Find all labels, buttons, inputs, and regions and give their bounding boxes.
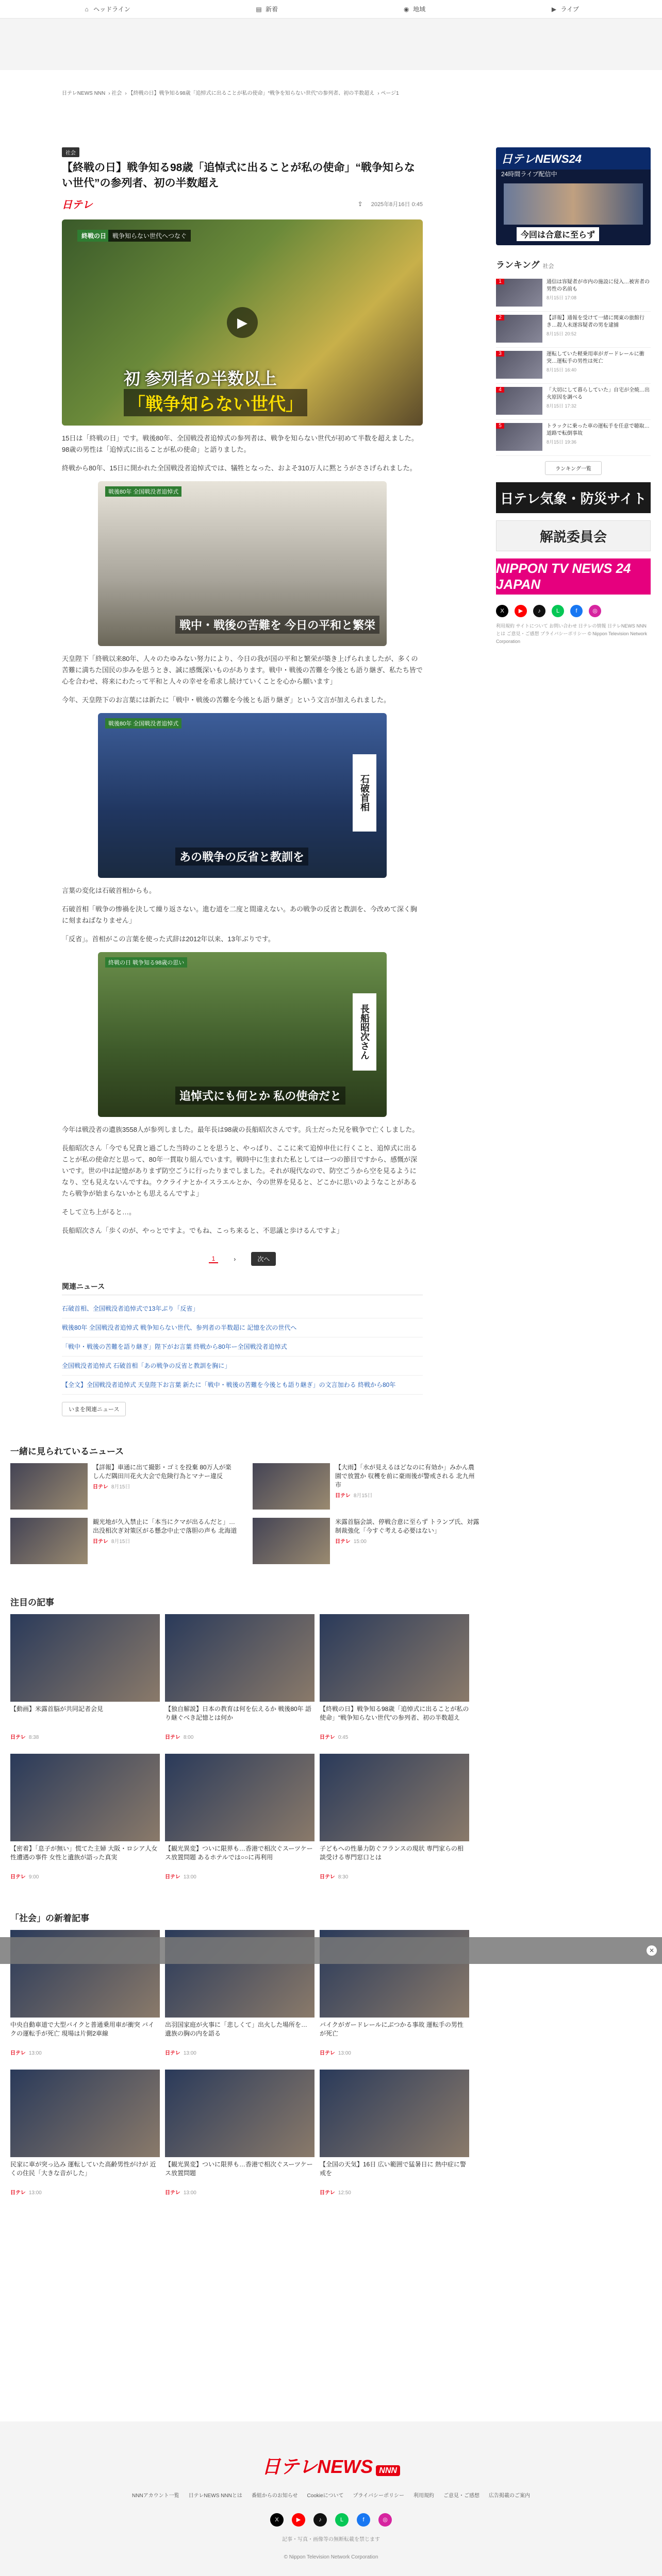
overlay-ad-bar — [0, 1937, 662, 1964]
card-title: 民家に車が突っ込み 運転していた高齢男性がけが 近くの住民「大きな音がした」 — [10, 2161, 156, 2177]
news-thumbnail — [253, 1463, 330, 1510]
card-tag: 日テレ — [320, 2050, 335, 2056]
instagram-icon[interactable]: ◎ — [378, 2513, 392, 2527]
speaker-name: 石破首相 — [353, 754, 376, 832]
news-title: 【大雨】「水が見えるほどなのに有効か」みかん農園で放置か 収穫を前に豪雨後が警戒される 北九州市 — [335, 1464, 475, 1488]
speaker-name: 長船昭次さん — [353, 993, 376, 1071]
article-card[interactable] — [165, 2070, 315, 2196]
news-text — [93, 1518, 237, 1564]
hero-caption: 初 参列者の半数以上 — [124, 369, 277, 388]
ranking-item[interactable] — [496, 384, 651, 420]
tiktok-icon[interactable]: ♪ — [533, 605, 545, 617]
ranking-number: 1 — [496, 279, 504, 284]
card-tag: 日テレ — [320, 2190, 335, 2196]
ranking-time: 8月15日 20:52 — [547, 331, 577, 336]
ranking-text — [547, 351, 651, 380]
card-title: 【動画】米露首脳が共同記者会見 — [10, 1705, 104, 1713]
card-title: 中央自動車道で大型バイクと普通乗用車が衝突 バイクの運転手が死亡 現場は片側2車線 — [10, 2021, 155, 2037]
banner-sub: 24時間ライブ配信中 — [501, 171, 557, 178]
image-chip: 戦後80年 全国戦没者追悼式 — [105, 718, 181, 728]
card-time: 8:38 — [28, 1735, 39, 1740]
news-meta — [335, 1537, 479, 1546]
banner-title: 日テレNEWS24 — [496, 147, 651, 170]
hero-chip-sub: 戦争知らない世代へつなぐ — [108, 230, 191, 242]
sidebar-links[interactable]: 利用規約 サイトについて お問い合わせ 日テレの情報 日テレNEWS NNNとは ご意見・ご感想 プライバシーポリシー © Nippon Television Network Corporation — [496, 623, 648, 644]
ranking-item[interactable] — [496, 348, 651, 384]
instagram-icon[interactable]: ◎ — [589, 605, 601, 617]
card-title: 【観光異変】ついに限界も…香港で相次ぐスーツケース放置問題 — [165, 2161, 313, 2177]
ranking-thumbnail — [496, 423, 542, 451]
card-meta — [320, 2048, 469, 2056]
nav-label: 新着 — [266, 6, 278, 13]
footer-link[interactable]: 日テレNEWS NNNとは — [188, 2493, 242, 2499]
card-meta — [320, 2188, 469, 2196]
news-time: 8月15日 — [353, 1493, 373, 1499]
card-title: バイクがガードレールにぶつかる事故 運転手の男性が死亡 — [320, 2021, 464, 2037]
card-time: 13:00 — [338, 2050, 351, 2056]
publish-date: 2025年8月16日 0:45 — [371, 201, 423, 208]
ranking-title: 通信は容疑者が市内の施設に侵入…被害者の男性の名前も — [547, 279, 650, 292]
image-caption: 戦中・戦後の苦難を 今日の平和と繁栄 — [175, 616, 379, 634]
ranking-thumbnail — [496, 315, 542, 343]
play-icon[interactable]: ▶ — [227, 307, 258, 338]
news-text — [335, 1463, 479, 1510]
footer-logo-badge: NNN — [376, 2465, 400, 2476]
paragraph: そして立ち上がると…。 — [62, 1208, 136, 1216]
news-item[interactable] — [10, 1518, 237, 1564]
news-time: 8月15日 — [111, 1484, 130, 1490]
nav-home[interactable] — [83, 5, 130, 13]
article-card[interactable] — [320, 2070, 469, 2196]
most-read-heading: 一緒に見られているニュース — [10, 1447, 124, 1456]
paragraph: 天皇陛下「終戦以来80年、人々のたゆみない努力により、今日の我が国の平和と繁栄が築き上げられましたが、多くの苦難に満ちた国民の歩みを思うとき、誠に感慨深いものがあります。戦中・戦後の苦難を今後とも語り継ぎ、私たち皆で心を合わせ、将来にわたって平和と人々の幸せを希求し続けていくことを心から願います」 — [62, 655, 423, 685]
paragraph: 「反省」。首相がこの言葉を使った式辞は2012年以来、13年ぶりです。 — [62, 935, 275, 943]
line-icon[interactable]: L — [335, 2513, 349, 2527]
tiktok-icon[interactable]: ♪ — [313, 2513, 327, 2527]
pagination — [62, 1252, 423, 1266]
ranking-thumbnail — [496, 351, 542, 379]
related-link[interactable]: 石破首相、全国戦没者追悼式で13年ぶり「反省」 — [62, 1299, 423, 1318]
hero-chip: 終戦の日 — [77, 230, 110, 242]
card-tag: 日テレ — [165, 2050, 180, 2056]
map-pin-icon: ◉ — [404, 5, 409, 13]
article-main — [62, 147, 423, 1423]
footer-notice: 記事・写真・画像等の無断転載を禁じます — [282, 2537, 380, 2543]
ranking-list — [496, 276, 651, 456]
article-card[interactable] — [320, 1614, 469, 1740]
footer-sns — [0, 2513, 662, 2527]
ranking-heading — [496, 258, 651, 270]
banner-caption: 今回は合意に至らず — [517, 227, 599, 241]
image-caption: 追悼式にも何とか 私の使命だと — [175, 1087, 345, 1105]
card-time: 13:00 — [183, 1874, 196, 1880]
page-1[interactable]: 1 — [209, 1255, 219, 1263]
ranking-text — [547, 387, 651, 416]
card-time: 13:00 — [183, 2050, 196, 2056]
card-thumbnail — [10, 1614, 160, 1702]
ranking-title: 「大切にして暮らしていた」自宅が全焼…出火原因を調べる — [547, 387, 650, 400]
footer-link[interactable]: 広告掲載のご案内 — [488, 2493, 530, 2499]
news-thumbnail — [10, 1463, 88, 1510]
card-title: 【独自解説】日本の教育は何を伝えるか 戦後80年 語り継ぐべき記憶とは何か — [165, 1705, 312, 1721]
card-tag: 日テレ — [10, 2190, 26, 2196]
most-read-list — [10, 1463, 662, 1564]
card-tag: 日テレ — [10, 1735, 26, 1740]
card-tag: 日テレ — [10, 2050, 26, 2056]
card-meta — [10, 1872, 160, 1880]
card-tag: 日テレ — [10, 1874, 26, 1880]
news-item[interactable] — [10, 1463, 237, 1510]
news-tag: 日テレ — [93, 1484, 108, 1490]
image-chip: 終戦の日 戦争知る98歳の思い — [105, 957, 187, 968]
live-icon: ▶ — [551, 5, 557, 13]
news-title: 観光地が久入禁止に「本当にクマが出るんだと」…出没相次ぎ対策区がる懸念中止で落胆の声も 北海道 — [93, 1518, 237, 1534]
home-icon: ⌂ — [85, 5, 89, 13]
news-meta — [93, 1537, 237, 1546]
nav-live[interactable] — [551, 5, 579, 13]
ranking-text — [547, 279, 651, 308]
card-title: 出羽国家庭が火事に「悲しくて」出火した場所を… 遺族の胸の内を語る — [165, 2021, 308, 2037]
news-icon: ▤ — [256, 5, 262, 13]
related-list — [62, 1299, 423, 1395]
card-title: 【密着】「息子が無い」慌てた主婦 大阪・ロシア人女性遭遇の事件 女性と遺族が語った真実 — [10, 1845, 158, 1861]
paragraph: 終戦から80年、15日に開かれた全国戦没者追悼式では、犠牲となった、およそ310万人に黙とうがささげられました。 — [62, 464, 417, 472]
news-tag: 日テレ — [335, 1493, 351, 1499]
commentary-banner[interactable]: 解説委員会 — [496, 520, 651, 551]
article-image — [98, 952, 387, 1117]
article-card[interactable] — [10, 1754, 160, 1880]
nav-label: ヘッドライン — [93, 6, 130, 13]
card-thumbnail — [165, 1754, 315, 1841]
news-tag: 日テレ — [335, 1539, 351, 1545]
article-card[interactable] — [320, 1754, 469, 1880]
card-title: 子どもへの性暴力防ぐフランスの現状 専門家らの相談受ける専門窓口とは — [320, 1845, 464, 1861]
ranking-category: 社会 — [542, 263, 554, 269]
image-caption: あの戦争の反省と教訓を — [175, 848, 308, 866]
footer-logo[interactable] — [262, 2452, 400, 2479]
ranking-time: 8月15日 17:32 — [547, 403, 577, 409]
nav-label: 地域 — [413, 6, 426, 13]
card-meta — [10, 2048, 160, 2056]
latest-heading: 「社会」の新着記事 — [10, 1913, 89, 1923]
hero-caption-highlight: 「戦争知らない世代」 — [124, 389, 307, 416]
footer — [0, 2421, 662, 2576]
ranking-text — [547, 423, 651, 452]
card-title: 【終戦の日】戦争知る98歳「追悼式に出ることが私の使命」“戦争知らない世代”の参列者、初の半数超え — [320, 1705, 469, 1721]
next-page-button[interactable]: 次へ — [251, 1252, 276, 1266]
news-thumbnail — [10, 1518, 88, 1564]
footer-link[interactable]: 利用規約 — [413, 2493, 434, 2499]
featured-heading: 注目の記事 — [10, 1598, 54, 1607]
card-thumbnail — [10, 2070, 160, 2157]
paragraph: 今年、天皇陛下のお言葉には新たに「戦中・戦後の苦難を今後とも語り継ぎ」という文言が加えられました。 — [62, 696, 391, 704]
sidebar — [496, 147, 651, 1423]
news-text — [335, 1518, 479, 1564]
footer-link[interactable]: 番組からのお知らせ — [251, 2493, 298, 2499]
card-meta — [165, 1872, 315, 1880]
x-icon[interactable]: X — [270, 2513, 284, 2527]
x-icon[interactable]: X — [496, 605, 508, 617]
card-tag: 日テレ — [165, 1874, 180, 1880]
nav-news[interactable] — [255, 5, 278, 13]
brand-logo: 日テレ — [62, 199, 93, 211]
footer-copyright: © Nippon Television Network Corporation — [284, 2554, 378, 2560]
more-related-button[interactable]: いまを関連ニュース — [62, 1402, 126, 1416]
related-link[interactable]: 「戦中・戦後の苦難を語り継ぎ」陛下がお言葉 終戦から80年ー全国戦没者追悼式 — [62, 1337, 423, 1357]
card-time: 9:00 — [28, 1874, 39, 1880]
paragraph: 今年は戦没者の遺族3558人が参列しました。最年長は98歳の長船昭次さんです。兵士だった兄を戦争で亡くしました。 — [62, 1126, 419, 1133]
card-thumbnail — [165, 1614, 315, 1702]
ranking-time: 8月15日 17:08 — [547, 295, 577, 300]
card-thumbnail — [320, 1614, 469, 1702]
related-heading: 関連ニュース — [62, 1281, 423, 1295]
related-link[interactable]: 【全文】全国戦没者追悼式 天皇陛下お言葉 新たに「戦中・戦後の苦難を今後とも語り継ぎ」の文言加わる 終戦から80年 — [62, 1376, 423, 1395]
ranking-title: ランキング — [496, 260, 540, 270]
news-title: 米露首脳会談、停戦合意に至らず トランプ氏、対露制裁強化「今すぐ考える必要はない」 — [335, 1518, 479, 1534]
close-icon[interactable]: ✕ — [647, 1945, 657, 1956]
paragraph: 石破首相「戦争の惨禍を決して繰り返さない。進む道を二度と間違えない。あの戦争の反省と教訓を、今改めて深く胸に刻まねばなりません」 — [62, 905, 418, 924]
card-thumbnail — [165, 2070, 315, 2157]
article-title: 【終戦の日】戦争知る98歳「追悼式に出ることが私の使命」“戦争知らない世代”の参列者、初の半数超え — [62, 162, 415, 189]
weather-banner[interactable]: 日テレ気象・防災サイト — [496, 482, 651, 513]
ranking-thumbnail — [496, 279, 542, 307]
card-meta — [320, 1872, 469, 1880]
breadcrumb: 日テレNEWS NNN › 社会 › 【終戦の日】戦争知る98歳「追悼式に出ることが私の使命」“戦争を知らない世代”の参列者、初の半数超え › ページ1 — [62, 91, 399, 96]
ranking-item[interactable] — [496, 276, 651, 312]
card-time: 13:00 — [28, 2050, 42, 2056]
ranking-time: 8月15日 16:40 — [547, 367, 577, 372]
news-thumbnail — [253, 1518, 330, 1564]
breadcrumb-category[interactable]: 社会 — [111, 91, 122, 96]
paragraph: 長船昭次さん「今でも兄貴と過ごした当時のことを思うと、やっぱり、ここに来て追悼申仕に行くこと、追悼式に出ることが私の使命だと思って、80年一貫取り組んでいます。戦時中に生まれた私としてはーつの節目ですから、感慨が深いです。世の中は記憶がありまず防空ごうに行ったりまでしました。それが現代なので、防空ごうから空を見るようになり、空も見えないんですね。ウクライナとかイスラエルとか、今の世界を見ると、どこかに思いのようなことがあるたら戦争が始まらないかとも思えるんですよ」 — [62, 1144, 418, 1197]
ranking-item[interactable] — [496, 420, 651, 456]
breadcrumb-home[interactable]: 日テレNEWS NNN — [62, 91, 106, 96]
article-card[interactable] — [165, 1754, 315, 1880]
article-card[interactable] — [10, 2070, 160, 2196]
ranking-item[interactable] — [496, 312, 651, 348]
card-meta — [165, 2048, 315, 2056]
ranking-text — [547, 315, 651, 344]
card-meta — [10, 2188, 160, 2196]
ranking-title: 運転していた軽乗用車がガードレールに衝突…運転手の男性は死亡 — [547, 351, 644, 364]
hero-video[interactable] — [62, 219, 423, 426]
line-icon[interactable]: L — [552, 605, 564, 617]
news-meta — [93, 1483, 237, 1492]
article-image — [98, 481, 387, 646]
related-link[interactable]: 戦後80年 全国戦没者追悼式 戦争知らない世代、参列者の半数超に 記憶を次の世代へ — [62, 1318, 423, 1337]
featured-list — [10, 1614, 662, 1880]
card-time: 8:30 — [338, 1874, 349, 1880]
category-badge[interactable]: 社会 — [62, 147, 79, 157]
footer-logo-text: 日テレNEWS — [262, 2456, 373, 2477]
ranking-title: 【詳報】通報を受けて一緒に関東の旅館行き…殺人未遂容疑者の男を逮捕 — [547, 315, 644, 328]
latest-list — [10, 1930, 662, 2196]
live-banner[interactable] — [496, 147, 651, 245]
sns-links — [496, 605, 651, 617]
article-image — [98, 713, 387, 878]
youtube-icon[interactable]: ▶ — [292, 2513, 305, 2527]
ranking-number: 4 — [496, 387, 504, 393]
breadcrumb-page: ページ1 — [380, 91, 399, 96]
card-time: 13:00 — [28, 2190, 42, 2196]
nav-label: ライブ — [560, 6, 579, 13]
ranking-number: 2 — [496, 315, 504, 320]
footer-links — [0, 2491, 662, 2499]
card-title: 【全国の天気】16日 広い範囲で猛暑日に 熱中症に警戒を — [320, 2161, 467, 2177]
top-navigation — [0, 0, 662, 19]
footer-link[interactable]: NNNアカウント一覧 — [132, 2493, 179, 2499]
news-time: 15:00 — [353, 1539, 367, 1545]
paragraph: 長船昭次さん「歩くのが、やっとですよ。でもね、こっち来ると、不思議と歩けるんですよ」 — [62, 1227, 343, 1234]
ranking-more-button[interactable]: ランキング一覧 — [545, 461, 602, 475]
news-tag: 日テレ — [93, 1539, 108, 1545]
nippon-tv-banner[interactable]: NIPPON TV NEWS 24 JAPAN — [496, 558, 651, 595]
card-meta — [320, 1733, 469, 1740]
youtube-icon[interactable]: ▶ — [515, 605, 527, 617]
paragraph: 言葉の変化は石破首相からも。 — [62, 887, 156, 894]
card-title: 【観光異変】ついに限界も…香港で相次ぐスーツケース放置問題 あるホテルでは○○に再利用 — [165, 1845, 313, 1861]
card-time: 8:00 — [183, 1735, 194, 1740]
card-time: 0:45 — [338, 1735, 349, 1740]
news-item[interactable] — [253, 1518, 479, 1564]
news-item[interactable] — [253, 1463, 479, 1510]
footer-link[interactable]: Cookieについて — [307, 2493, 344, 2499]
card-tag: 日テレ — [320, 1735, 335, 1740]
share-icon[interactable]: ⇪ — [357, 200, 363, 208]
ranking-title: トラックに乗った車の運転手を任意で聴取…道路で転倒事故 — [547, 423, 650, 436]
ad-area — [0, 19, 662, 70]
article-card[interactable] — [10, 1614, 160, 1740]
ranking-time: 8月15日 19:36 — [547, 439, 577, 445]
card-tag: 日テレ — [320, 1874, 335, 1880]
card-time: 13:00 — [183, 2190, 196, 2196]
breadcrumb-article: 【終戦の日】戦争知る98歳「追悼式に出ることが私の使命」“戦争を知らない世代”の参列者、初の半数超え — [128, 91, 375, 96]
card-meta — [10, 1733, 160, 1740]
card-thumbnail — [320, 1754, 469, 1841]
card-meta — [165, 2188, 315, 2196]
news-time: 8月15日 — [111, 1539, 130, 1545]
ranking-number: 5 — [496, 423, 504, 429]
footer-link[interactable]: プライバシーポリシー — [353, 2493, 404, 2499]
facebook-icon[interactable]: f — [357, 2513, 370, 2527]
nav-map-pin[interactable] — [403, 5, 425, 13]
card-tag: 日テレ — [165, 1735, 180, 1740]
card-tag: 日テレ — [165, 2190, 180, 2196]
card-meta — [165, 1733, 315, 1740]
footer-link[interactable]: ご意見・ご感想 — [443, 2493, 479, 2499]
card-time: 12:50 — [338, 2190, 351, 2196]
card-thumbnail — [320, 2070, 469, 2157]
next-arrow[interactable]: › — [234, 1255, 236, 1263]
related-link[interactable]: 全国戦没者追悼式 石破首相「あの戦争の反省と教訓を胸に」 — [62, 1357, 423, 1376]
news-meta — [335, 1492, 479, 1500]
card-thumbnail — [10, 1754, 160, 1841]
article-card[interactable] — [165, 1614, 315, 1740]
paragraph: 15日は「終戦の日」です。戦後80年、全国戦没者追悼式の参列者は、戦争を知らない世代が初めて半数を超えました。98歳の男性は「追悼式に出ることが私の使命」と語りました。 — [62, 434, 418, 453]
banner-image — [504, 183, 643, 225]
news-title: 【詳報】車通に出て撮影・ゴミを投棄 80万人が楽しんだ隅田川花火大会で危険行為とマナー違反 — [93, 1464, 231, 1480]
ranking-thumbnail — [496, 387, 542, 415]
image-chip: 戦後80年 全国戦没者追悼式 — [105, 486, 181, 497]
ranking-number: 3 — [496, 351, 504, 357]
news-text — [93, 1463, 237, 1510]
facebook-icon[interactable]: f — [570, 605, 583, 617]
